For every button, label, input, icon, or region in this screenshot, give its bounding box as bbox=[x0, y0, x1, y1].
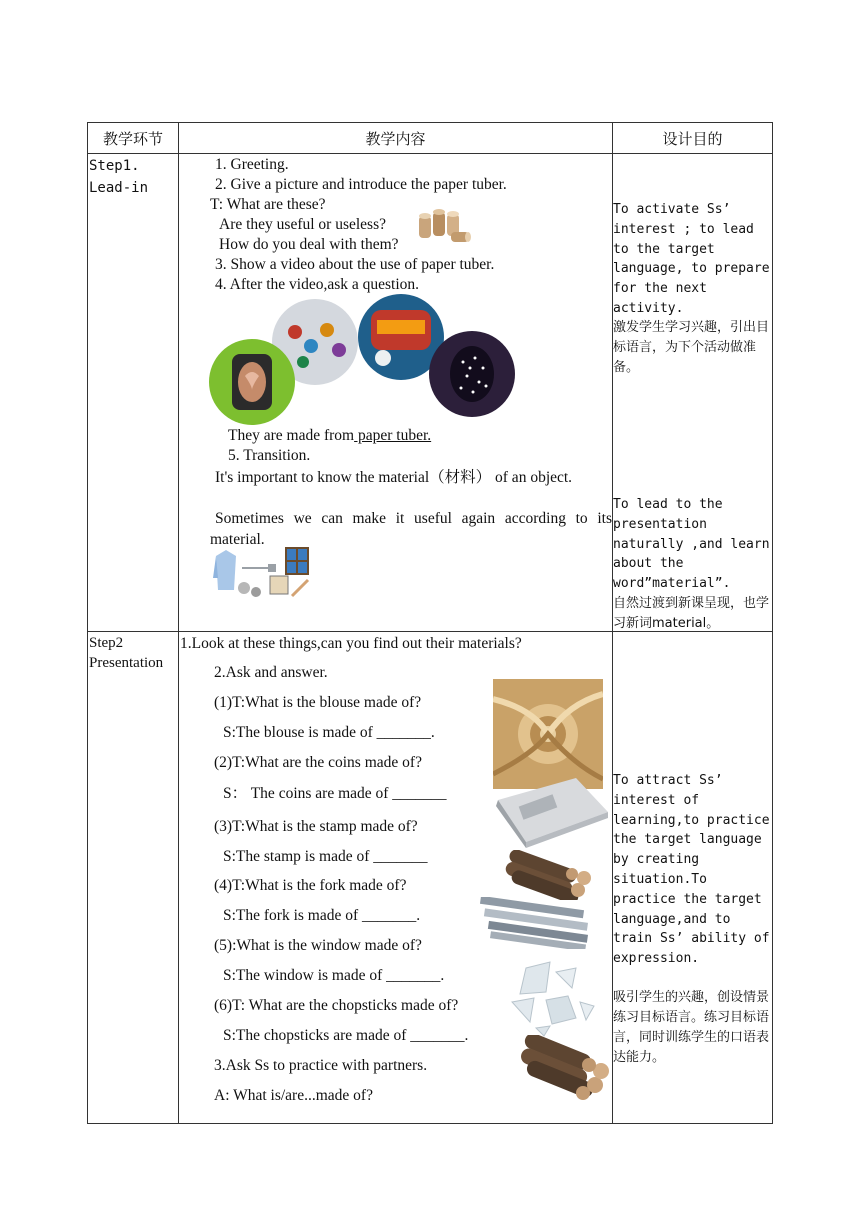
answer: S:The window is made of _______. bbox=[223, 967, 445, 984]
step2-line: 1.Look at these things,can you find out their materials? bbox=[180, 635, 522, 652]
step1-line: 3. Show a video about the use of paper tuber. bbox=[215, 256, 495, 273]
answer: S： The coins are made of _______ bbox=[223, 785, 447, 802]
answer: S:The stamp is made of _______ bbox=[223, 848, 428, 865]
objects-image bbox=[212, 546, 312, 600]
question: (3)T:What is the stamp made of? bbox=[214, 818, 418, 835]
question: (6)T: What are the chopsticks made of? bbox=[214, 997, 459, 1014]
steel-image bbox=[480, 897, 588, 949]
step2-line: 2.Ask and answer. bbox=[214, 664, 328, 681]
paper-tubes-image bbox=[415, 208, 471, 248]
step2-purpose-cn: 吸引学生的兴趣，创设情景练习目标语言。练习目标语言，同时训练学生的口语表达能力。 bbox=[613, 990, 770, 1065]
step2-line: A: What is/are...made of? bbox=[214, 1087, 373, 1104]
underlined-answer: paper tuber. bbox=[354, 427, 432, 444]
question: (1)T:What is the blouse made of? bbox=[214, 694, 422, 711]
step1-line: How do you deal with them? bbox=[219, 236, 399, 253]
step1-line: 1. Greeting. bbox=[215, 156, 289, 173]
sentence-text: They are made from bbox=[228, 427, 355, 444]
step1-line: 5. Transition. bbox=[228, 447, 311, 464]
answer: S:The chopsticks are made of _______. bbox=[223, 1027, 469, 1044]
step1-line: T: What are these? bbox=[210, 196, 326, 213]
step1-line bbox=[228, 426, 431, 446]
header-content: 教学内容 bbox=[365, 130, 426, 148]
step1-purpose2-en: To lead to the presentation naturally ,and learn about the word”material”. bbox=[613, 497, 770, 592]
step2-line: 3.Ask Ss to practice with partners. bbox=[214, 1057, 428, 1074]
wood-image bbox=[517, 1035, 609, 1103]
step1-label: Step1. Lead-in bbox=[89, 158, 149, 196]
wood-image bbox=[500, 850, 592, 900]
step1-line: 2. Give a picture and introduce the paper tuber. bbox=[215, 176, 507, 193]
question: (4)T:What is the fork made of? bbox=[214, 877, 407, 894]
step2-label: Step2 Presentation bbox=[89, 635, 164, 671]
step1-paragraph: It's important to know the material（材料） of an object. bbox=[215, 469, 573, 486]
step1-purpose-cn: 激发学生学习兴趣，引出目标语言，为下个活动做准备。 bbox=[613, 320, 770, 375]
step1-purpose-en: To activate Ss’ interest ; to lead to the target language, to prepare for the next activity. bbox=[613, 202, 770, 316]
glass-image bbox=[506, 958, 598, 1038]
silver-image bbox=[492, 772, 612, 848]
answer: S:The blouse is made of _______. bbox=[223, 724, 435, 741]
question: (2)T:What are the coins made of? bbox=[214, 754, 422, 771]
step1-paragraph: Sometimes we can make it useful again according to its material. bbox=[210, 510, 612, 548]
header-stage: 教学环节 bbox=[102, 130, 163, 148]
answer: S:The fork is made of _______. bbox=[223, 907, 421, 924]
question: (5):What is the window made of? bbox=[214, 937, 422, 954]
step1-purpose2-cn: 自然过渡到新课呈现，也学习新词material。 bbox=[613, 596, 770, 631]
paper-tuber-crafts-collage bbox=[205, 292, 525, 428]
step2-purpose-en: To attract Ss’ interest of learning,to practice the target language by creating situation.To practice the target language,and to train Ss’ ability of expression. bbox=[613, 773, 770, 967]
step1-line: Are they useful or useless? bbox=[219, 216, 387, 233]
header-purpose: 设计目的 bbox=[662, 130, 723, 148]
step1-line: 4. After the video,ask a question. bbox=[215, 276, 420, 293]
